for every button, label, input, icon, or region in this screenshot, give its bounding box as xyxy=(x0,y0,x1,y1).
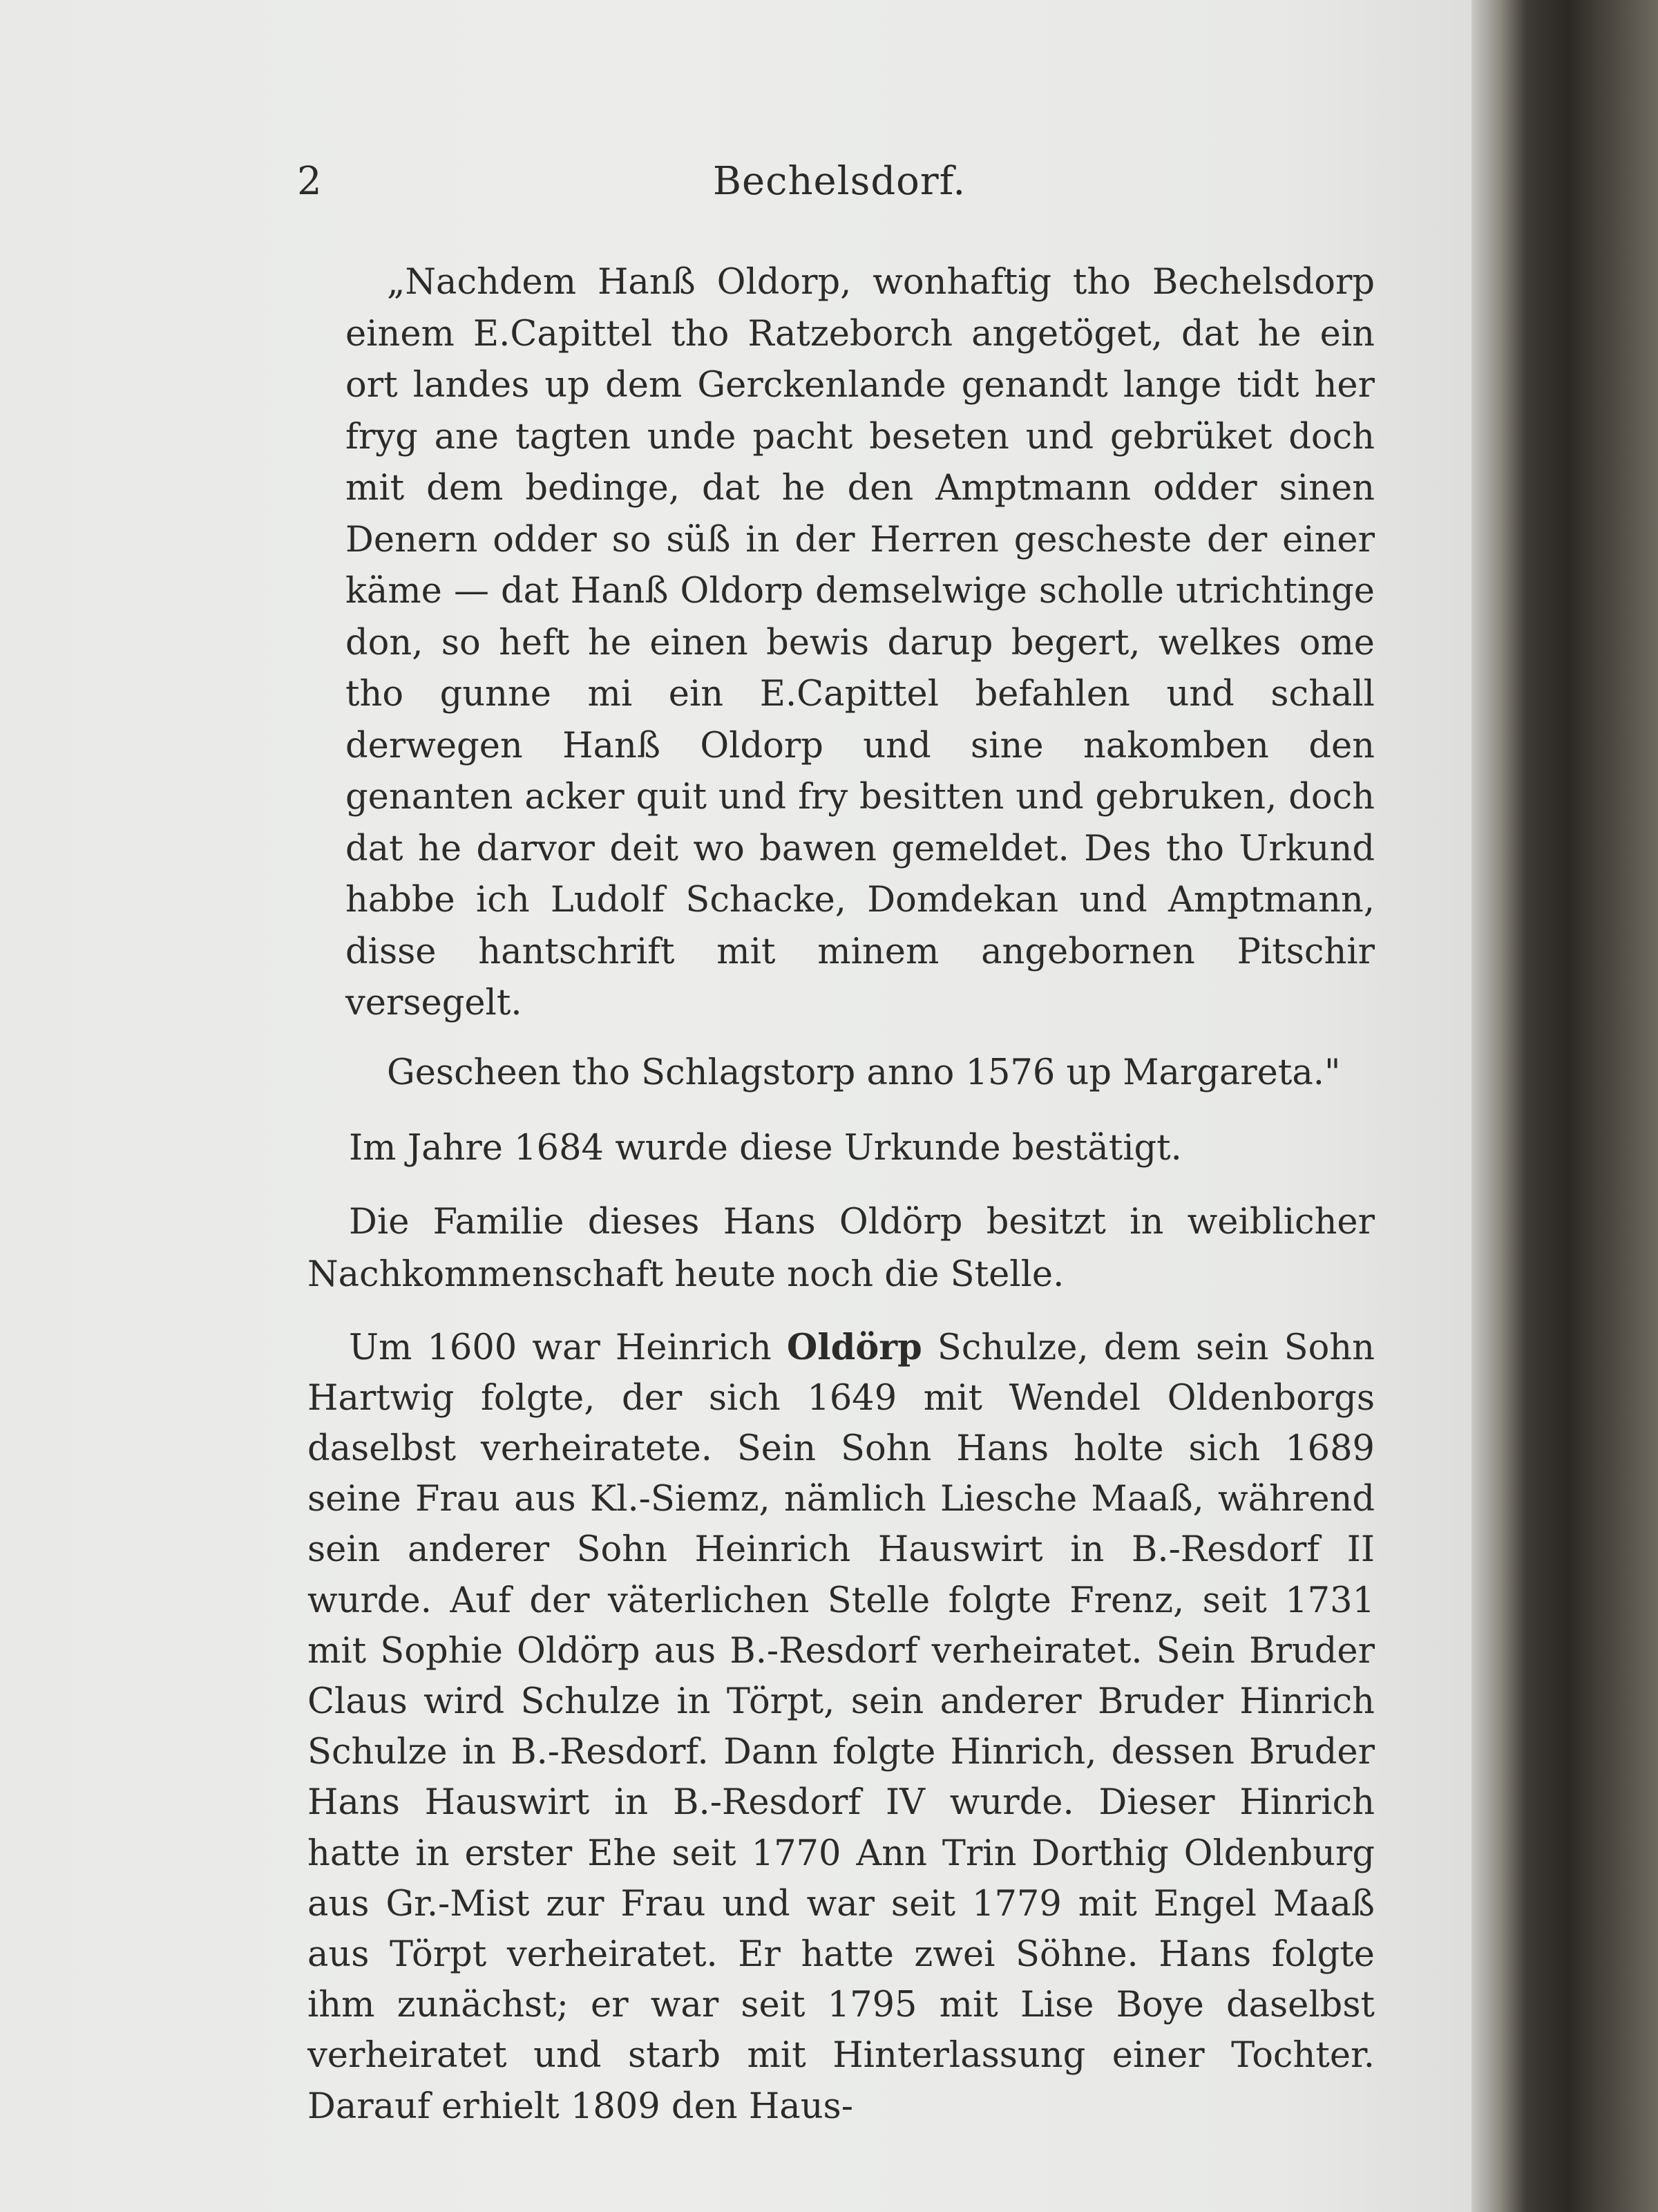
page-text xyxy=(307,257,1375,2153)
page-header xyxy=(297,158,1382,206)
paragraph-text: Um 1600 war Heinrich xyxy=(349,1327,787,1368)
body-paragraph: Im Jahre 1684 wurde diese Urkunde bestätigt. xyxy=(349,1128,1182,1169)
book-binding-shadow xyxy=(1471,0,1658,2212)
quote-closing-line: Gescheen tho Schlagstorp anno 1576 up Margareta." xyxy=(387,1052,1341,1093)
quote-paragraph: „Nachdem Hanß Oldorp, wonhaftig tho Bechelsdorp einem E.Capittel tho Ratzeborch angetöget, dat he ein ort landes up dem Gerckenlande genandt lange tidt her fryg ane tagten unde pacht beseten und gebrüket doch mit dem bedinge, dat he den Amptmann odder sinen Denern odder so süß in der Herren gescheste der einer käme — dat Hanß Oldorp demselwige scholle utrichtinge don, so heft he einen bewis darup begert, welkes ome tho gunne mi ein E.Capittel befahlen und schall derwegen Hanß Oldorp und sine nakomben den genanten acker quit und fry besitten und gebruken, doch dat he darvor deit wo bawen gemeldet. Des tho Urkund habbe ich Ludolf Schacke, Domdekan und Amptmann, disse hantschrift mit minem angebornen Pitschir versegelt. xyxy=(345,262,1375,1023)
quoted-document xyxy=(307,257,1375,1099)
body-text xyxy=(307,1122,1375,2132)
paragraph-text: Schulze, dem sein Sohn Hartwig folgte, der sich 1649 mit Wendel Oldenborgs daselbst verheiratete. Sein Sohn Hans holte sich 1689 seine Frau aus Kl.-Siemz, nämlich Liesche Maaß, während sein anderer Sohn Heinrich Hauswirt in B.-Resdorf II wurde. Auf der väterlichen Stelle folgte Frenz, seit 1731 mit Sophie Oldörp aus B.-Resdorf verheiratet. Sein Bruder Claus wird Schulze in Törpt, sein anderer Bruder Hinrich Schulze in B.-Resdorf. Dann folgte Hinrich, dessen Bruder Hans Hauswirt in B.-Resdorf IV wurde. Dieser Hinrich hatte in erster Ehe seit 1770 Ann Trin Dorthig Oldenburg aus Gr.-Mist zur Frau und war seit 1779 mit Engel Maaß aus Törpt verheiratet. Er hatte zwei Söhne. Hans folgte ihm zunächst; er war seit 1795 mit Lise Boye daselbst verheiratet und starb mit Hinterlassung einer Tochter. Darauf erhielt 1809 den Haus- xyxy=(307,1327,1375,2127)
running-title: Bechelsdorf. xyxy=(712,159,966,204)
page-number: 2 xyxy=(297,159,322,204)
body-paragraph xyxy=(307,1323,1375,2132)
emphasized-name: Oldörp xyxy=(786,1326,922,1368)
body-paragraph: Die Familie dieses Hans Oldörp besitzt in weiblicher Nachkommenschaft heute noch die Stelle. xyxy=(307,1201,1375,1295)
